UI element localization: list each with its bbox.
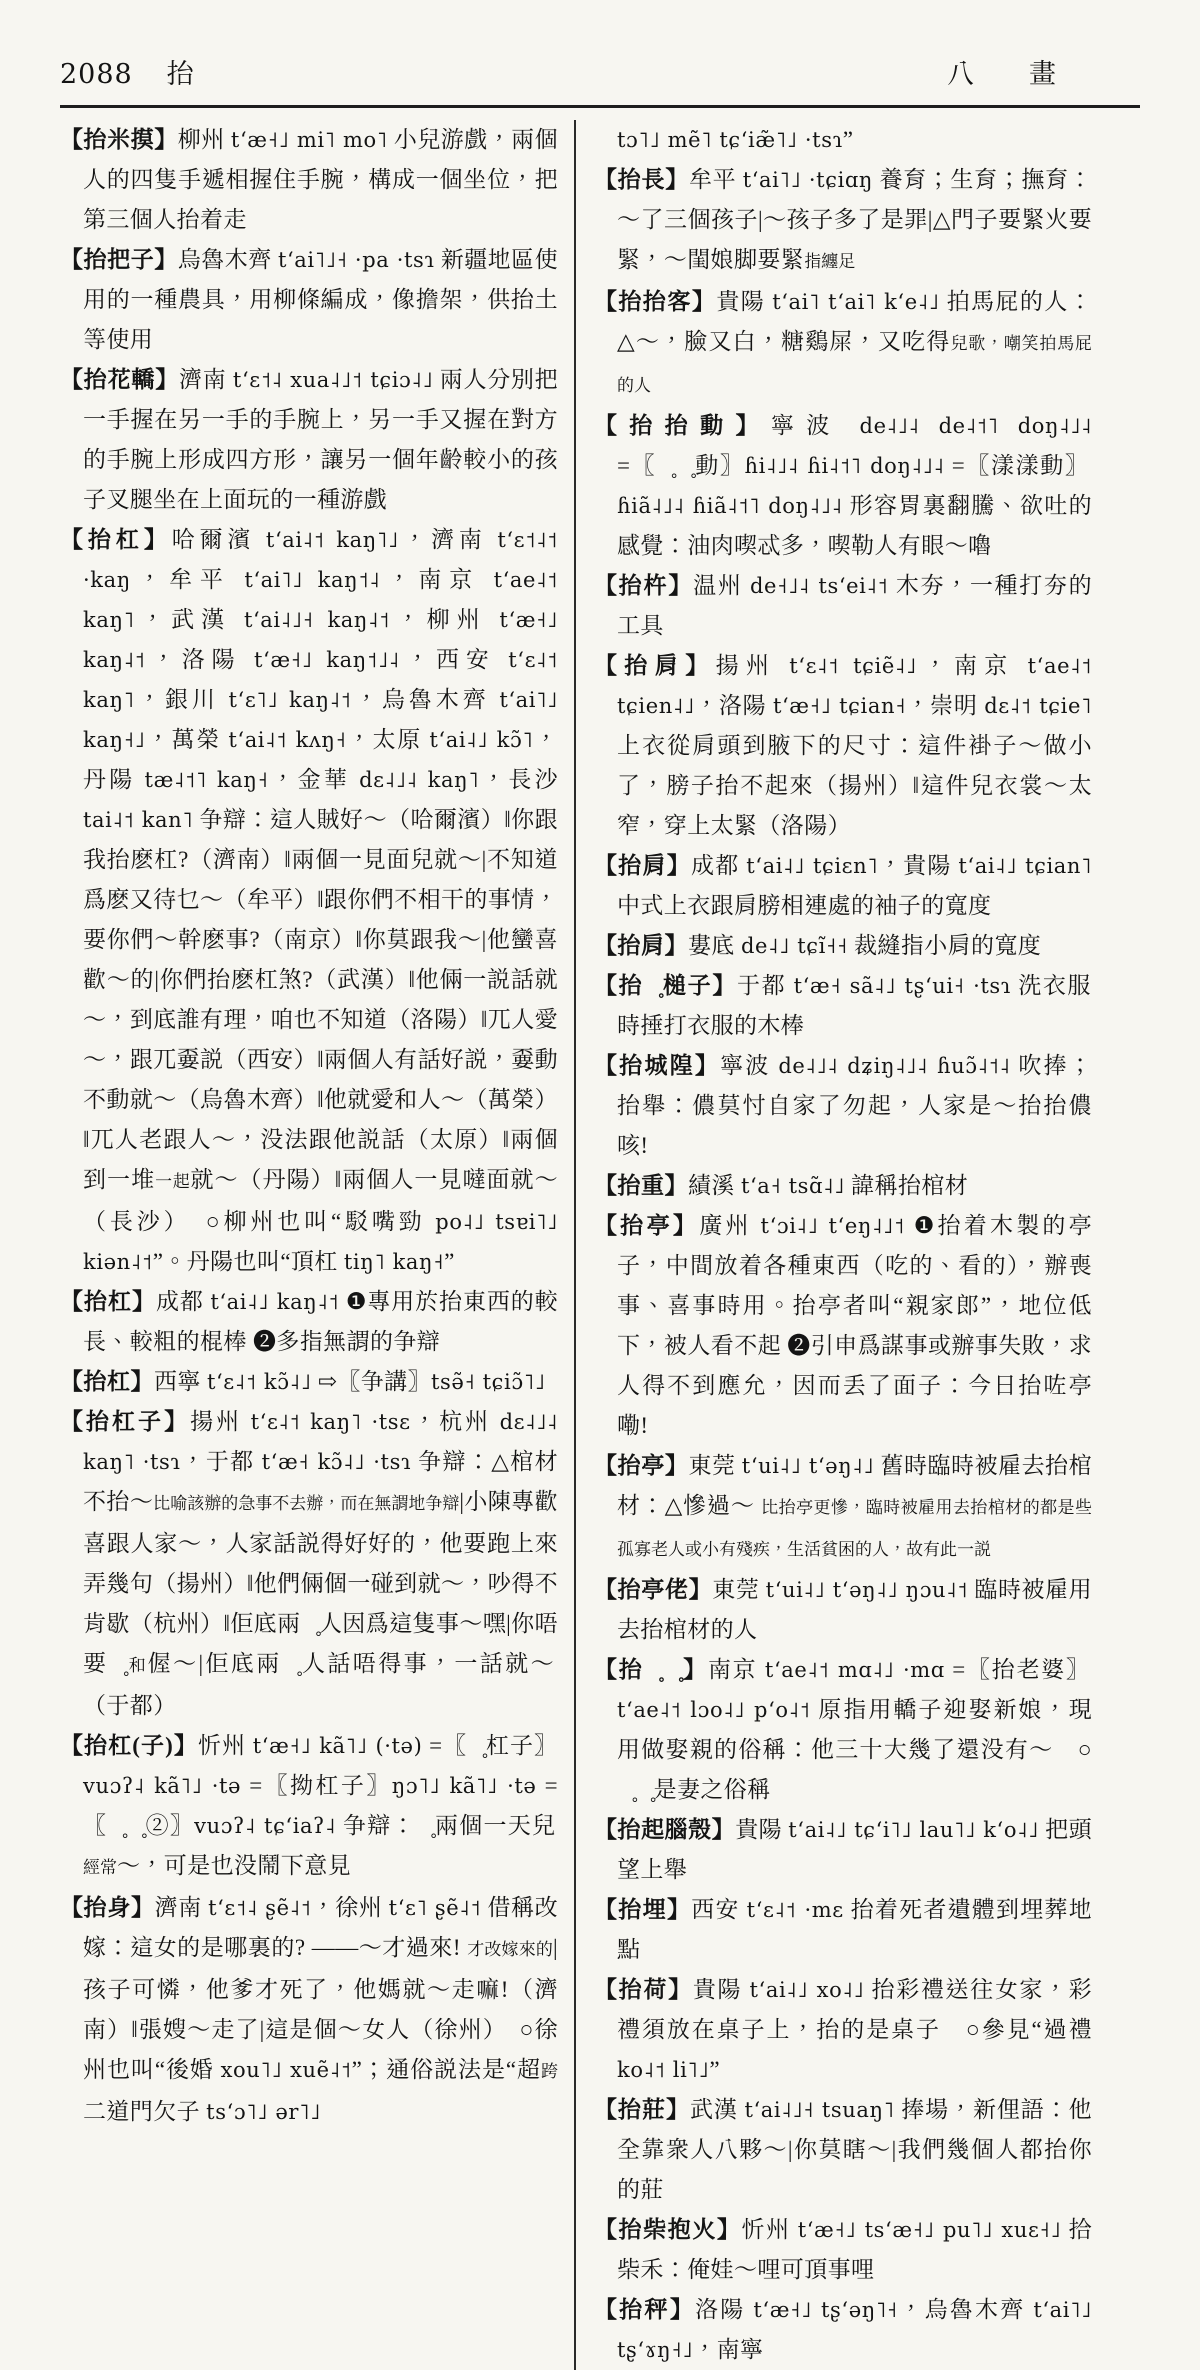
ipa-pronunciation: tʻæ˧˩ tʂʻəŋ˥˧ [753,2298,898,2322]
entry-text: ，貴陽 [878,853,959,878]
ipa-pronunciation: tʻae˨˦ lɔo˨˩ pʻo˨˦ [617,1698,811,1722]
ipa-pronunciation: de˨˩˨ dʑiŋ˨˩˨ ɦuɔ̃˨˦˨ [778,1054,1011,1078]
ipa-pronunciation: de˨˩˨ de˨˦˥ doŋ˨˩˨ [859,414,1093,438]
entry-headword: 【抬長】 [594,167,689,192]
ipa-pronunciation: po˨˩ tsɐi˥˩ kiən˨˦ [83,1210,558,1274]
entry-text: 争辯：未̥兩個一天兒 [335,1813,557,1838]
entry-text: 烏魯木齊 [177,247,278,272]
ipa-pronunciation: tʻai˨˩ kaŋ˨˦ [210,1290,340,1314]
entry-headword: 【抬秤】 [594,2297,696,2322]
entry-text: ，金華 [268,767,360,792]
entry-text: 養育；生育；撫育：～了三個孩子|～孩子多了是罪|△門子要緊火要緊，～閨娘脚要緊 [617,167,1093,272]
entry-text: 争辯：這人賊好～（哈爾濱）‖你跟我抬麽杠?（濟南）‖兩個一見面兒就～|不知道爲麽又待乜～（牟平）‖跟你們不相干的事情，要你們～幹麽事?（南京）‖你莫跟我～|他蠻喜歡～的|你們抬麽杠煞?（武漢）‖他倆一説話就～，到底誰有理，咱也不知道（洛陽）‖兀人愛～，跟兀嫑説（西安）‖兩個人有話好説，嫑動不動就～（烏魯木齊）‖他就愛和人～（萬榮）‖兀人老跟人～，没法跟他説話（太原）‖兩個到一堆 [83,807,558,1192]
left-column [60,120,574,2370]
ipa-pronunciation: dɛ˨˩˨ kaŋ˥ ·tsɿ [83,1410,558,1474]
entry-headword: 【抬衫̥槌子】 [594,973,738,998]
entry-text: ，烏魯木齊 [351,687,500,712]
entry-text: 原指用轎子迎娶新娘，現用做娶親的俗稱：他三十大幾了還没有～ ○馬̥馬̥是妻之俗稱 [617,1697,1092,1802]
ipa-pronunciation: tʻɛ˨˦ kaŋ˥ ·tsɛ [250,1410,411,1434]
dictionary-entry [594,282,1092,406]
entry-text: =〖抬老婆〗 [944,1657,1091,1682]
entry-headword: 【抬起腦殼】 [594,1817,736,1842]
entry-text: |孩子可憐，他爹才死了，他媽就～走嘛!（濟南）‖張嫂～走了|這是個～女人（徐州） ○徐州也叫“後婚 [83,1935,558,2082]
dictionary-entry [594,1890,1092,1970]
ipa-pronunciation: vuɔʔ˨ kã˥˩ ·tə [83,1774,242,1798]
ipa-pronunciation: tʻai˨˩ xo˨˩ [749,1978,865,2002]
ipa-pronunciation: tʻai˨˦ kʌŋ˧ [228,728,347,752]
small-gloss: 經常 [83,1858,117,1877]
entry-text: |小陳專歡喜跟人家～，人家話説得好好的，他要跑上來弄幾句（揚州）‖他們倆個一碰到就～，吵得不肯歇（杭州）‖佢底兩介̥人因爲這隻事～嘿|你唔要澗̥ [83,1489,559,1676]
entry-headword: 【抬米摸】 [60,127,178,152]
entry-text: 成都 [691,853,747,878]
dictionary-entry [594,120,1092,160]
dictionary-entry [60,1402,558,1726]
dictionary-entry [60,520,558,1282]
entry-text: 二道門欠子 [83,2099,207,2124]
entry-text: 中式上衣跟肩膀相連處的袖子的寬度 [617,893,992,918]
small-gloss: 比抬亭更慘，臨時被雇用去抬棺材的都是些孤寡老人或小有殘疾，生活貧困的人，故有此一説 [617,1498,1092,1559]
dictionary-entry [60,360,558,520]
entry-text: 抬彩禮送往女家，彩禮須放在桌子上，抬的是桌子 ○參見“過禮 [617,1977,1093,2042]
dictionary-entry [594,2210,1092,2290]
entry-text: 貴陽 [692,1977,750,2002]
dictionary-entry [594,646,1092,846]
ipa-pronunciation: de˧˩˨ tsʻei˨˦ [749,574,889,598]
small-gloss: 跨 [541,2062,558,2081]
small-gloss: 和 [128,1656,148,1675]
entry-text: 吹捧；抬舉：儂莫忖自家了勿起，人家是～抬抬儂咳! [617,1053,1093,1158]
entry-text: 小兒游戲，兩個人的四隻手遞相握住手腕，構成一個坐位，把第三個人抬着走 [83,127,559,232]
entry-text: ，丹陽 [83,727,558,792]
entry-text: 拾柴禾：俺娃～哩可頂事哩 [617,2217,1092,2282]
ipa-pronunciation: tæ˨˦˥ kaŋ˧ [144,768,269,792]
entry-text: ” [709,2057,720,2082]
entry-text: ，洛陽 [694,693,773,718]
ipa-pronunciation: tʻɛ˦˨˦ ·kaŋ [83,528,559,592]
entry-text: 柳州 [177,127,231,152]
entry-text: ，太原 [346,727,430,752]
entry-text: 諱稱抬棺材 [845,1173,969,1198]
entry-text: 就～（丹陽）‖兩個人一見噠面就～（長沙） ○柳州也叫“駁嘴勁 [83,1167,558,1234]
ipa-pronunciation: tʻai˥˩˧ ·pa ·tsɿ [277,248,435,272]
entry-text: ，萬榮 [145,727,229,752]
ipa-pronunciation: tʻai˥˩ tʂʻɤŋ˧˩ [617,2298,1093,2362]
ipa-pronunciation: tʻui˨˩ tʻəŋ˨˩ ŋɔu˨˦ [765,1578,969,1602]
entry-text: 廣州 [699,1213,761,1238]
ipa-pronunciation: tʻai˨˩ tɕian˥ [958,854,1093,878]
entry-text: ，銀川 [134,687,229,712]
entry-text: 績溪 [688,1173,741,1198]
entry-text: 兩人分別把一手握在另一手的手腕上，另一手又握在對方的手腕上形成四方形，讓另一個年齡較小的孩子叉腿坐在上面玩的一種游戲 [83,367,559,512]
page-header-left [60,52,195,91]
entry-text: =〖拗杠子〗 [241,1773,392,1798]
ipa-pronunciation: de˨˩ tɕĩ˧˧ [740,934,848,958]
ipa-pronunciation: tʻa˧ tsɑ̃˨˩ [740,1174,845,1198]
entry-text: 捧場，新俚語：他全靠衆人八夥～|你莫瞎～|我們幾個人都抬你的莊 [617,2097,1092,2202]
entry-text: 揚州 [715,653,790,678]
stroke-section-label: 八 畫 [947,59,1070,89]
entry-text: 揚州 [190,1409,251,1434]
ipa-pronunciation: ɦi˨˩˨ ɦi˨˦˥ doŋ˨˩˨ [744,454,945,478]
entry-headword: 【抬花轎】 [60,367,180,392]
ipa-pronunciation: tʻui˨˩ tʻəŋ˨˩ [741,1454,875,1478]
small-gloss: 比喻該辦的急事不去辦，而在無謂地争辯 [153,1494,460,1513]
ipa-pronunciation: tʻae˨˦ mɑ˨˩ ·mɑ [764,1658,945,1682]
dictionary-entry [594,2090,1092,2210]
entry-text: ，長沙 [479,767,558,792]
entry-text: 寧波 [770,413,860,438]
dictionary-entry [594,406,1092,566]
dictionary-entry [594,1206,1092,1446]
ipa-pronunciation: dɛ˨˩˨ kaŋ˥ [359,768,480,792]
ipa-pronunciation: tʻae˨˦ kaŋ˥ [83,568,558,632]
small-gloss: 一起 [155,1172,191,1191]
entry-headword: 【抬肩】 [594,853,692,878]
entry-text: 貴陽 [716,289,773,314]
small-gloss: 才改嫁來的 [467,1940,553,1959]
entry-text: ” [444,1249,455,1274]
entry-text: ❶抬着木製的亭子，中間放着各種東西（吃的、看的），辦喪事、喜事時用。抬亭者叫“親家郎”，地位低下，被人看不起 ❷引申爲謀事或辦事失敗，求人得不到應允，因而丢了面子：今日抬咗亭嘞! [617,1213,1092,1438]
entry-text: 東莞 [712,1577,766,1602]
entry-headword: 【抬抬客】 [594,289,717,314]
dictionary-entry [594,1810,1092,1890]
entry-text: 争辯：△棺材不抬～ [83,1449,558,1514]
dictionary-entry [60,1888,558,2132]
entry-text: 洛陽 [695,2297,754,2322]
page-header [60,52,1140,91]
ipa-pronunciation: tʻai˥˩ kaŋ˧˩ [83,688,559,752]
small-gloss: 兒歌，嘲笑拍馬屁的人 [617,334,1093,395]
ipa-pronunciation: tʻɛ˨˦ tɕiẽ˨˩ [789,654,917,678]
dictionary-entry [594,1046,1092,1166]
ipa-pronunciation: ŋɔ˥˩ kã˥˩ ·tə [391,1774,537,1798]
ipa-pronunciation: tʻai˨˩ kɔ̃˥ [429,728,534,752]
entry-text: 偓～|佢底兩介̥人話唔得事，一話就～（于都） [83,1651,556,1718]
entry-text: 貴陽 [735,1817,789,1842]
entry-headword: 【抬重】 [594,1173,688,1198]
entry-text: 東莞 [688,1453,742,1478]
entry-headword: 【抬杠】 [60,1289,156,1314]
ipa-pronunciation: tʻai˥˩ ·tɕiɑŋ [742,168,874,192]
ipa-pronunciation: dɛ˨˦ tɕie˥ [984,694,1092,718]
entry-text: =〖漾漾動〗 [944,453,1090,478]
dictionary-entry [594,1650,1092,1810]
entry-text: 南京 [707,1657,765,1682]
dictionary-entry [594,1570,1092,1650]
entry-text: ，武漢 [134,607,244,632]
ipa-pronunciation: tʻæ˧ kɔ̃˨˩ ·tsɿ [261,1450,412,1474]
entry-text: ，烏魯木齊 [897,2297,1034,2322]
ipa-pronunciation: tʻɛ˨˦ kaŋ˥ [83,648,558,712]
entry-headword: 【抬亭佬】 [594,1577,713,1602]
ipa-pronunciation: tʻai˨˩ tɕiɛn˥ [746,854,879,878]
dictionary-entry [594,2290,1092,2370]
entry-headword: 【抬亭】 [594,1453,689,1478]
ipa-pronunciation: xou˥˩ xuẽ˨˦ [220,2058,352,2082]
ipa-pronunciation: tʻæ˧˩ kã˥˩ (·tə) [252,1734,423,1758]
entry-headword: 【抬杠】 [60,527,172,552]
entry-headword: 【抬杠】 [60,1369,154,1394]
entry-text: ，南京 [380,567,494,592]
dictionary-entry [60,240,558,360]
entry-text: ，徐州 [311,1895,389,1920]
ipa-pronunciation: tʻae˨˦ tɕien˨˩ [617,654,1093,718]
page-head-character: 抬 [166,59,195,89]
entry-headword: 【抬柴抱火】 [594,2217,742,2242]
ipa-pronunciation: tʻɛ˨˦ kɔ̃˨˩ [206,1370,312,1394]
ipa-pronunciation: vuɔʔ˨ tɕʻiaʔ˨ [194,1814,336,1838]
entry-text: 武漢 [690,2097,745,2122]
ipa-pronunciation: tʻai˨˩˧ kaŋ˨˦ [243,608,390,632]
ipa-pronunciation: tʻai˨˦ kaŋ˥˩ [265,528,399,552]
entry-text: ，南寧 [693,2337,764,2362]
entry-headword: 【抬埋】 [594,1897,692,1922]
entry-text: =〖握̥杠子〗 [422,1733,558,1758]
entry-headword: 【抬杵】 [594,573,694,598]
ipa-pronunciation: tiŋ˥ kaŋ˧ [343,1250,445,1274]
entry-text: ～，可是也没鬧下意見 [117,1853,351,1878]
ipa-pronunciation: tʻæ˧˩ tsʻæ˧˩ pu˥˩ xuɛ˧˩ [797,2218,1062,2242]
entry-text: 成都 [155,1289,211,1314]
ipa-pronunciation: tʻɛ˦˨ xua˨˩˦ tɕiɔ˨˩ [232,368,434,392]
entry-text: 借稱改嫁：這女的是哪裏的? ——～才過來! [83,1895,558,1960]
entry-text: ，于都 [180,1449,262,1474]
ipa-pronunciation: tʻai˥ tʻai˥ kʻe˨˩ [772,290,940,314]
dictionary-entry [594,1970,1092,2090]
entry-headword: 【抬荷】 [594,1977,693,2002]
entry-text: 抬着死者遺體到埋葬地點 [617,1897,1093,1962]
entry-text: ，濟南 [398,527,498,552]
entry-text: ，崇明 [906,693,985,718]
entry-text: ，洛陽 [145,647,255,672]
entry-text: ，柳州 [389,607,500,632]
entry-text: ，杭州 [410,1409,500,1434]
ipa-pronunciation: tʻæ˧˩ kaŋ˦˩˨ [254,648,400,672]
entry-text: ，牟平 [130,567,245,592]
entry-text: 忻州 [198,1733,253,1758]
dictionary-entry [594,1166,1092,1206]
entry-text: ❶專用於抬東西的較長、較粗的棍棒 ❷多指無謂的争辯 [83,1289,559,1354]
ipa-pronunciation: tʻai˥˩ kaŋ˦˨ [244,568,381,592]
entry-text: ，西安 [399,647,509,672]
entry-text: =〖現̥現̥動〗 [617,453,745,478]
ipa-pronunciation: tʻai˨˩ tɕʻi˥˩ lau˥˩ kʻo˨˩ [788,1818,1039,1842]
entry-headword: 【抬馬̥馬̥】 [594,1657,708,1682]
ipa-pronunciation: ɦiã˨˩˨ ɦiã˨˦˥ doŋ˨˩˨ [617,494,843,518]
dictionary-entry [594,566,1092,646]
entry-headword: 【抬城隍】 [594,1053,721,1078]
dictionary-entry [594,1446,1092,1570]
entry-text: 洗衣服時捶打衣服的木棒 [617,973,1093,1038]
entry-headword: 【抬抬動】 [594,413,771,438]
entry-text: 把頭望上舉 [617,1817,1093,1882]
entry-headword: 【抬把子】 [60,247,178,272]
ipa-pronunciation: tʻɛ˥ ʂẽ˨˦ [388,1896,482,1920]
entry-text: ，南京 [916,653,1028,678]
right-column [574,120,1092,2370]
entry-headword: 【抬身】 [60,1895,155,1920]
ipa-pronunciation: tai˨˦ kan˥ [83,808,194,832]
entry-text: 婁底 [688,933,741,958]
entry-text: 忻州 [741,2217,798,2242]
entry-text: 西寧 [154,1369,207,1394]
entry-text: 形容胃裏翻騰、欲吐的感覺：油肉喫忒多，喫勒人有眼～嚕 [617,493,1092,558]
entry-headword: 【抬杠子】 [60,1409,191,1434]
dictionary-columns [60,120,1144,2370]
ipa-pronunciation: tɔ˥˩ mẽ˥ tɕʻiæ̃˥˩ ·tsɿ [617,128,843,152]
entry-text: 温州 [693,573,750,598]
dictionary-entry [594,926,1092,966]
entry-headword: 【抬肩】 [594,653,716,678]
dictionary-page [0,52,1200,2362]
ipa-pronunciation: tʻæ˧˩ mi˥ mo˥ [230,128,388,152]
ipa-pronunciation: tʻæ˧˩ tɕian˧ [772,694,907,718]
ipa-pronunciation: tʻai˨˩˧ tsuaŋ˥ [744,2098,895,2122]
entry-text: ⇨〖争講〗 [311,1369,431,1394]
entry-text: 寧波 [720,1053,779,1078]
small-gloss: 指纏足 [804,252,856,271]
header-rule [60,105,1140,108]
page-number: 2088 [60,59,133,90]
ipa-pronunciation: tʻɔi˨˩ tʻeŋ˨˩˦ [760,1214,905,1238]
entry-text: 濟南 [154,1895,209,1920]
dictionary-entry [60,1362,558,1402]
entry-text: 哈爾濱 [171,527,266,552]
entry-text: ”。丹陽也叫“頂杠 [152,1249,344,1274]
entry-text: 牟平 [689,167,743,192]
entry-text: 拍馬屁的人：△～，臉又白，糖鷄屎，又吃得 [617,289,1093,354]
entry-text: ” [842,127,854,152]
entry-text: 舊時臨時被雇去抬棺材：△慘過～ [617,1453,1093,1518]
dictionary-entry [60,1726,558,1888]
entry-text: 西安 [691,1897,747,1922]
dictionary-entry [594,160,1092,282]
ipa-pronunciation: ko˨˦ li˥˩ [617,2058,710,2082]
entry-headword: 【抬亭】 [594,1213,700,1238]
entry-text: 木夯，一種打夯的工具 [617,573,1092,638]
entry-text: 臨時被雇用去抬棺材的人 [617,1577,1093,1642]
ipa-pronunciation: tʻæ˧ sã˨˩ tʂʻui˧ ·tsɿ [793,974,1011,998]
ipa-pronunciation: tsʻɔ˥˩ ər˥˩ [206,2100,321,2124]
entry-headword: 【抬莊】 [594,2097,691,2122]
entry-text: 裁縫指小肩的寬度 [847,933,1042,958]
entry-text: ”；通俗説法是“超 [351,2057,541,2082]
ipa-pronunciation: tʻæ˧˩ kaŋ˨˦ [83,608,558,672]
dictionary-entry [594,966,1092,1046]
entry-text: 新疆地區使用的一種農具，用柳條編成，像擔架，供抬土等使用 [83,247,559,352]
entry-headword: 【抬肩】 [594,933,688,958]
entry-text: 濟南 [179,367,233,392]
ipa-pronunciation: tʻɛ˦˨ ʂẽ˨˦ [208,1896,312,1920]
entry-headword: 【抬杠(子)】 [60,1733,199,1758]
ipa-pronunciation: tʻɛ˨˦ ·mɛ [746,1898,844,1922]
entry-text: 于都 [737,973,794,998]
ipa-pronunciation: tsə̃˧ tɕiɔ̃˥˩ [430,1370,546,1394]
dictionary-entry [594,846,1092,926]
entry-text: =〖握̥掐̥②〗 [83,1773,558,1838]
dictionary-entry [60,120,558,240]
dictionary-entry [60,1282,558,1362]
ipa-pronunciation: tʻɛ˥˩ kaŋ˨˦ [228,688,352,712]
entry-text: 上衣從肩頭到腋下的尺寸：這件褂子～做小了，膀子抬不起來（揚州）‖這件兒衣裳～太窄，穿上太緊（洛陽） [617,733,1092,838]
